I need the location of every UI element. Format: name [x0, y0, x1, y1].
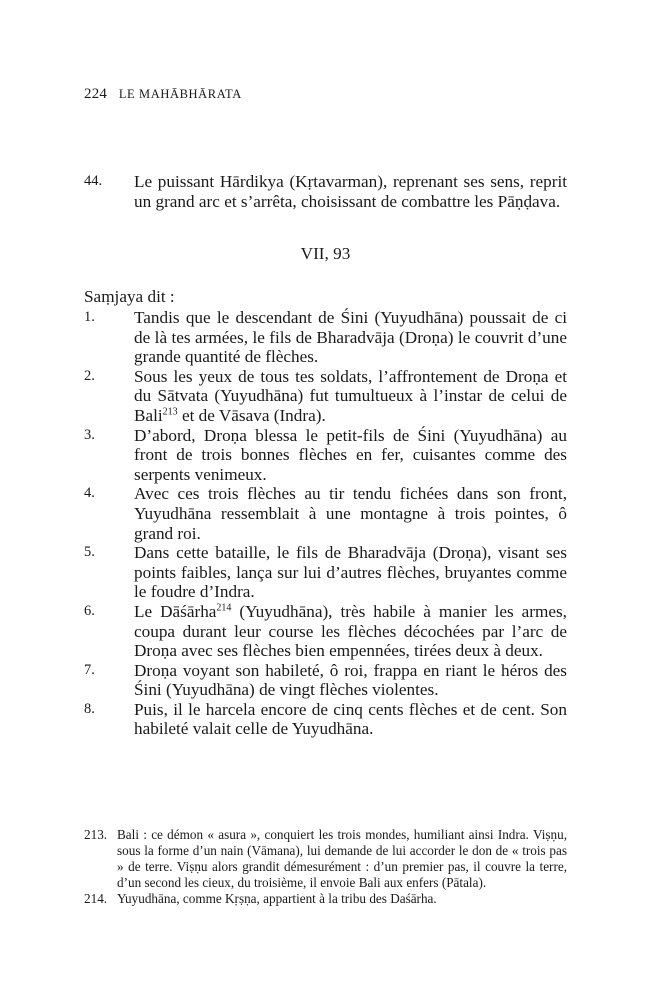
verse-number: 3. [84, 426, 95, 443]
verse [84, 661, 567, 700]
footnote-ref: 214 [216, 602, 232, 614]
verse-number: 5. [84, 544, 95, 561]
footnote-text: Yuyudhāna, comme Kṛṣṇa, appartient à la tribu des Daśārha. [117, 891, 437, 906]
verse-text: Le puissant Hārdikya (Kṛtavarman), reprenant ses sens, reprit un grand arc et s’arrêta, choisissant de combattre les Pāṇḍava. [134, 172, 567, 211]
verse-text [134, 308, 567, 366]
running-header [84, 86, 242, 103]
footnote-ref: 213 [162, 406, 178, 418]
verse-text-part: Tandis que le descendant de Śini (Yuyudhāna) poussait de ci de là tes armées, le fils de Bharadvāja (Droṇa) le couvrit d’une grande quantité de flèches. [134, 308, 567, 367]
verse-text [134, 484, 567, 542]
verse [84, 308, 567, 367]
speaker-line: Saṃjaya dit : [84, 287, 175, 306]
verse-number: 1. [84, 309, 95, 325]
verse-text-part: Droṇa voyant son habileté, ô roi, frappa en riant le héros des Śini (Yuyudhāna) de vingt flèches violentes. [134, 660, 567, 700]
verse-number: 7. [84, 661, 95, 678]
verse-number: 4. [84, 485, 95, 502]
verse-text-part: Avec ces trois flèches au tir tendu fichées dans son front, Yuyudhāna ressemblait à une montagne à trois pointes, ô grand roi. [134, 484, 567, 543]
verse [84, 172, 567, 211]
footnote [84, 891, 567, 907]
verse [84, 700, 567, 739]
verse-text [134, 426, 567, 484]
verse [84, 602, 567, 661]
verse-number: 2. [84, 367, 95, 384]
verse-text [134, 367, 567, 425]
verse-text-part: D’abord, Droṇa blessa le petit-fils de Śini (Yuyudhāna) au front de trois bonnes flèches en fer, cuisantes comme des serpents venimeux. [134, 425, 567, 484]
verse-list [84, 308, 567, 739]
verse-text [134, 661, 567, 700]
running-title: LE MAHĀBHĀRATA [118, 87, 242, 101]
section-heading: VII, 93 [300, 244, 351, 263]
footnotes [84, 827, 567, 907]
verse-text-part: et de Vāsava (Indra). [177, 405, 326, 425]
verse-text [134, 543, 567, 601]
verse-text-part: (Yuyudhāna), très habile à manier les armes, coupa durant leur course les flèches décochées par l’arc de Droṇa avec ses flèches bien empennées, tirées deux à deux. [134, 601, 567, 661]
footnote [84, 827, 567, 891]
verse [84, 426, 567, 485]
verse [84, 484, 567, 543]
verse-number: 6. [84, 602, 95, 619]
verse-number: 8. [84, 700, 95, 717]
footnote-number: 214. [84, 891, 108, 906]
verse-text-part: Dans cette bataille, le fils de Bharadvāja (Droṇa), visant ses points faibles, lança sur lui d’autres flèches, bruyantes comme le foudre d’Indra. [134, 543, 567, 602]
verse-text-part: Le Dāśārha [134, 601, 217, 621]
footnote-text: Bali : ce démon « asura », conquiert les trois mondes, humiliant ainsi Indra. Viṣṇu, sous la forme d’un nain (Vāmana), lui demande de lui accorder le don de « trois pas » de terre. Viṣṇu alors grandit démesurément : d’un premier pas, il couvre la terre, d’un second les cieux, du troisième, il envoie Bali aux enfers (Pātala). [117, 827, 567, 890]
verse-text-part: Puis, il le harcela encore de cinq cents flèches et de cent. Son habileté valait celle de Yuyudhāna. [134, 699, 567, 739]
page-number: 224 [84, 86, 108, 102]
footnote-number: 213. [84, 827, 108, 842]
verse-text [134, 602, 567, 660]
intro-verse-block [84, 172, 567, 211]
verse-text [134, 700, 567, 739]
verse [84, 367, 567, 426]
verse [84, 543, 567, 602]
verse-number: 44. [84, 173, 103, 189]
verse-text-part: Sous les yeux de tous tes soldats, l’affrontement de Droṇa et du Sātvata (Yuyudhāna) fut tumultueux à l’instar de celui de Bali [134, 366, 567, 425]
